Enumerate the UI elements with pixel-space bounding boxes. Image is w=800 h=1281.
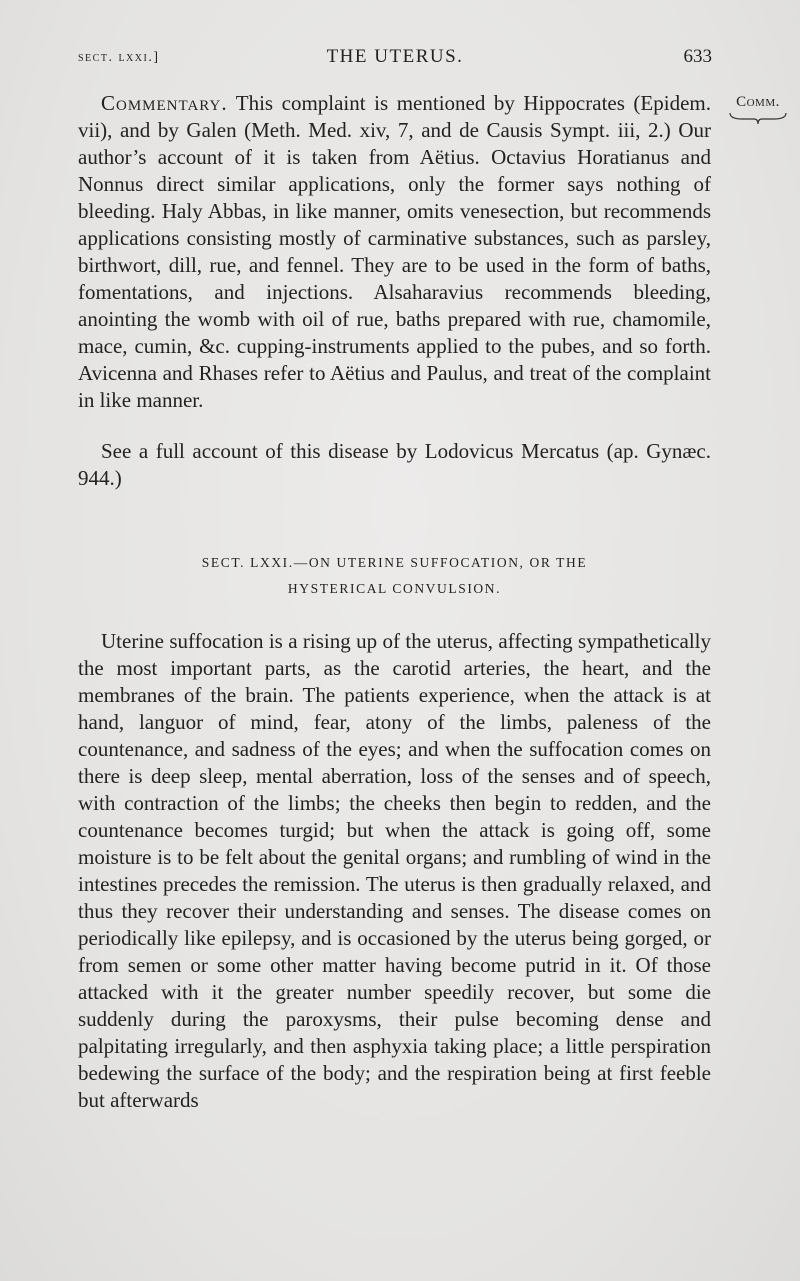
body-paragraph [78, 628, 711, 1114]
margin-note-label: Comm. [736, 94, 780, 110]
page-number: 633 [683, 46, 712, 67]
running-head-section: sect. lxxi.] [78, 50, 160, 65]
running-head-title: THE UTERUS. [326, 46, 464, 67]
see-also-paragraph [78, 438, 711, 492]
body-text: Uterine suffocation is a rising up of the uterus, affecting sympathetically the most important parts, as the carotid arteries, the heart, and the membranes of the brain. The patients experience, when the attack is at hand, languor of mind, fear, atony of the limbs, paleness of the countenance, and sadness of the eyes; and when the suffocation comes on there is deep sleep, mental aberration, loss of the senses and of speech, with contraction of the limbs; the cheeks then begin to redden, and the countenance becomes turgid; but when the attack is going off, some moisture is to be felt about the genital organs; and rumbling of wind in the intestines precedes the remission. The uterus is then gradually relaxed, and thus they recover their understanding and senses. The disease comes on periodically like epilepsy, and is occasioned by the uterus being gorged, or from semen or some other matter having become putrid in it. Of those attacked with it the greater number speedily recover, but some die suddenly during the paroxysms, their pulse becoming dense and palpitating irregularly, and then asphyxia taking place; a little perspiration bedewing the surface of the body; and the respiration being at first feeble but afterwards [78, 629, 711, 1112]
commentary-lead: Commentary. [101, 91, 228, 115]
brace-icon [728, 111, 788, 125]
section-heading [78, 550, 711, 602]
section-heading-line-2: HYSTERICAL CONVULSION. [287, 581, 502, 596]
margin-note [720, 94, 796, 125]
commentary-text: This complaint is mentioned by Hippocrates (Epidem. vii), and by Galen (Meth. Med. xiv, 7, and de Causis Sympt. iii, 2.) Our author’s account of it is taken from Aëtius. Octavius Horatianus and Nonnus direct similar applications, only the former says nothing of bleeding. Haly Abbas, in like manner, omits venesection, but recommends applications consisting mostly of carminative substances, such as parsley, birthwort, dill, rue, and fennel. They are to be used in the form of baths, fomentations, and injections. Alsaharavius recommends bleeding, anointing the womb with oil of rue, baths prepared with rue, chamomile, mace, cumin, &c. cupping-instruments applied to the pubes, and so forth. Avicenna and Rhases refer to Aëtius and Paulus, and treat of the complaint in like manner. [78, 91, 711, 412]
commentary-paragraph [78, 90, 711, 414]
section-heading-line-1: SECT. LXXI.—ON UTERINE SUFFOCATION, OR THE [201, 555, 588, 570]
running-head [78, 46, 712, 72]
see-also-text: See a full account of this disease by Lodovicus Mercatus (ap. Gynæc. 944.) [78, 439, 711, 490]
